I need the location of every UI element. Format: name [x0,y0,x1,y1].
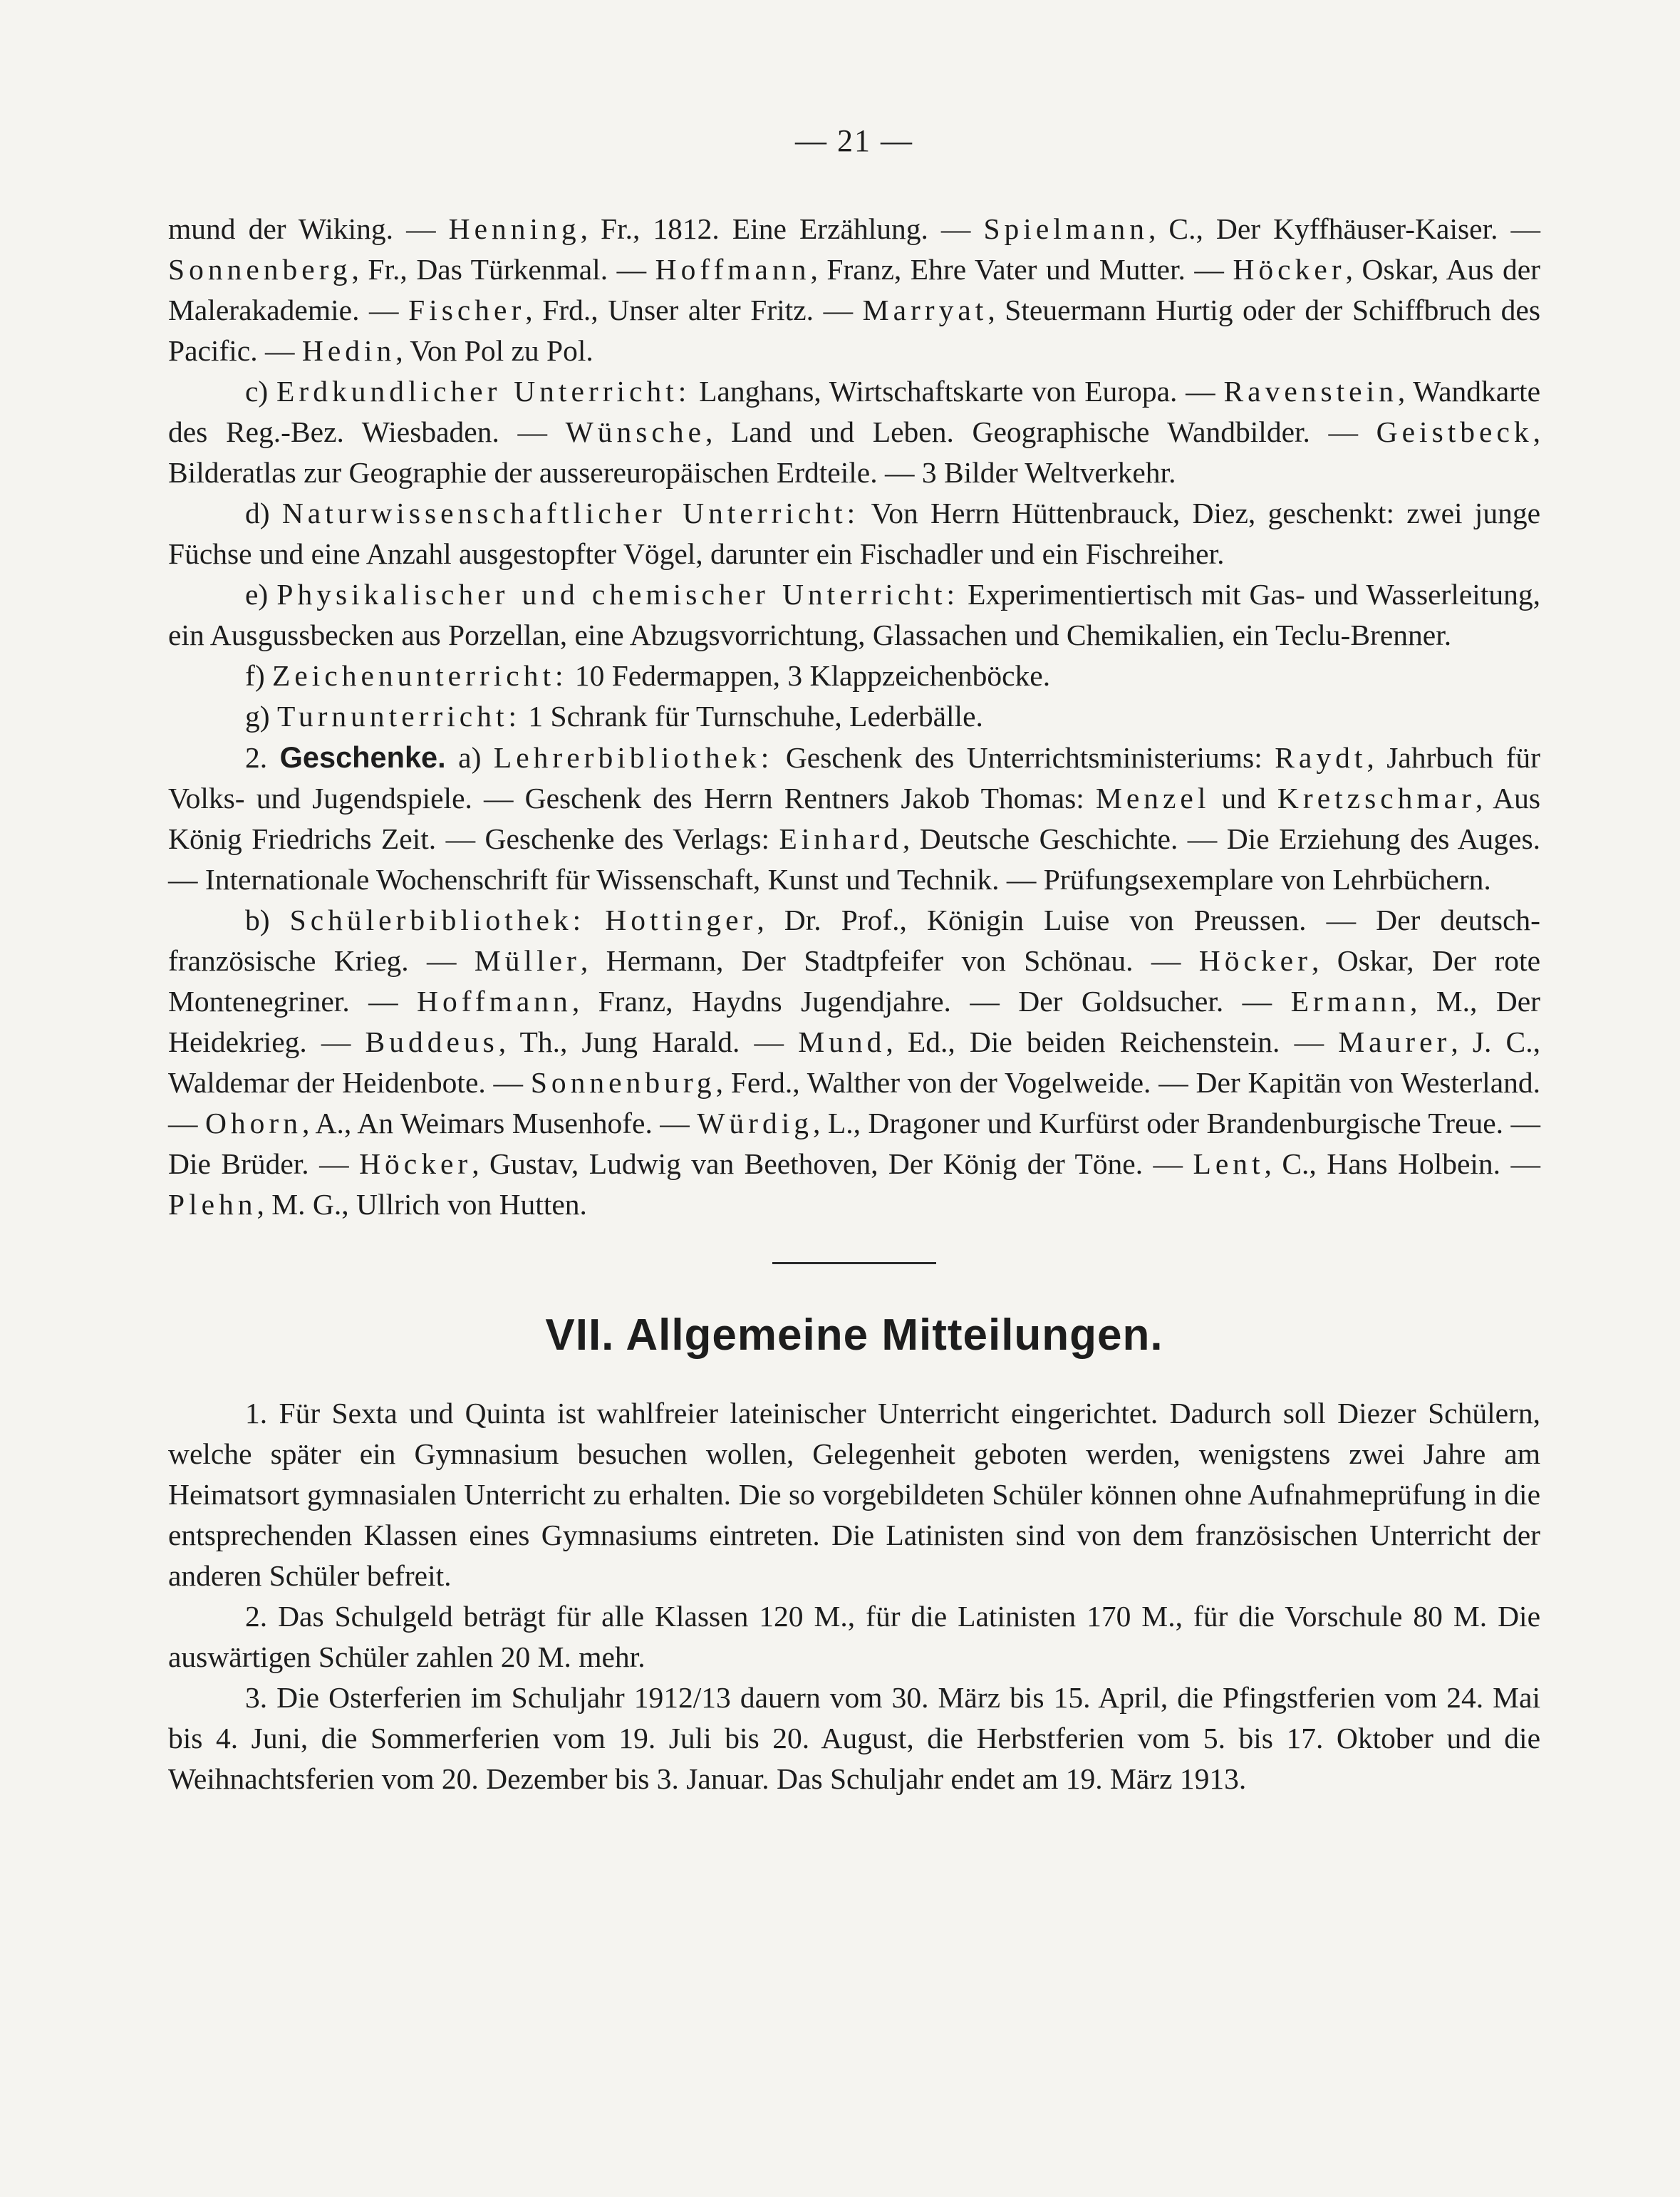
text-run: , Fr., Das Türkenmal. — [351,253,655,286]
author-name: Henning [448,212,581,245]
text-run: , Ed., Die beiden Reichenstein. — [886,1025,1339,1058]
text-run: , Steuermann Hurtig oder der Schiffbruch des Pacific. — [168,294,1541,367]
author-name: Spielmann [983,212,1148,245]
text-run: Geschenk des Unterrichtsministeriums: [773,741,1275,774]
author-name: Maurer [1338,1025,1451,1058]
author-name: Fischer [408,294,526,326]
notice-item: 1. Für Sexta und Quinta ist wahlfreier lateinischer Unterricht eingerichtet. Dadurch soll Diezer Schülern, welche später ein Gymnasium besuchen wollen, Gelegenheit geboten werden, wenigstens zwei Jahre am Heimatsort gymnasialen Unterricht zu erhalten. Die so vorgebildeten Schüler können ohne Aufnahmeprüfung in die entsprechenden Klassen eines Gymnasiums eintreten. Die Latinisten sind von dem französischen Unterricht der anderen Schüler befreit. [168,1397,1540,1592]
text-run: 10 Federmappen, 3 Klappzeichenböcke. [567,659,1051,692]
subject-heading: Physikalischer und chemischer Unterricht: [276,578,960,611]
text-run: , Deutsche Geschichte. — Die Erziehung des Auges. — Internationale Wochenschrift für Wissenschaft, Kunst und Technik. — Prüfungsexemplare von Lehrbüchern. [168,822,1540,896]
subject-heading: Lehrerbibliothek: [493,741,774,774]
text-run: , Gustav, Ludwig van Beethoven, Der König der Töne. — [472,1147,1193,1180]
paragraph-continuation [168,209,1540,371]
paragraph-geography [168,371,1540,493]
text-run: , Th., Jung Harald. — [498,1025,799,1058]
paragraph-student-library [168,900,1540,1225]
notice-item: 3. Die Osterferien im Schuljahr 1912/13 dauern vom 30. März bis 15. April, die Pfingstferien vom 24. Mai bis 4. Juni, die Sommerferien vom 19. Juli bis 20. August, die Herbstferien vom 5. bis 17. Oktober und die Weihnachtsferien vom 20. Dezember bis 3. Januar. Das Schuljahr endet am 19. März 1913. [168,1681,1540,1795]
author-name: Hottinger [605,904,757,936]
text-run: , Von Pol zu Pol. [395,334,593,367]
item-label: e) [245,578,277,611]
author-name: Höcker [1233,253,1346,286]
text-run: , Oskar, Aus der Malerakademie. — [168,253,1540,326]
author-name: Geistbeck [1376,415,1533,448]
author-name: Sonnenberg [168,253,352,286]
item-number: 2. [245,741,280,774]
text-run: , M. G., Ullrich von Hutten. [256,1188,587,1221]
text-run: , C., Der Kyffhäuser-Kaiser. — [1148,212,1540,245]
subject-heading: Turnunterricht: [276,700,522,733]
item-label: b) [245,904,290,936]
text-run: , Land und Leben. Geographische Wandbilder. — [705,415,1376,448]
paragraph-gymnastics [168,696,1540,737]
item-label: f) [245,659,273,692]
author-name: Wünsche [565,415,706,448]
author-name: Mund [798,1025,886,1058]
paragraph-natural-science [168,493,1540,574]
author-name: Hoffmann [417,985,572,1018]
text-run: Von Herrn Hüttenbrauck, Diez, geschenkt: zwei junge Füchse und eine Anzahl ausgestopfter Vögel, darunter ein Fischadler und ein Fischreiher. [168,497,1541,570]
text-run: , L., Dragoner und Kurfürst oder Brandenburgische Treue. — Die Brüder. — [168,1107,1540,1180]
author-name: Raydt [1275,741,1367,774]
item-label: d) [245,497,282,529]
subject-heading: Erdkundlicher Unterricht: [276,375,691,408]
text-run [585,904,605,936]
text-run: , M., Der Heidekrieg. — [168,985,1540,1058]
page-number: — 21 — [795,123,913,158]
gifts-heading: Geschenke. [279,740,446,774]
author-name: Ermann [1290,985,1410,1018]
author-name: Ravenstein [1223,375,1398,408]
author-name: Sonnenburg [530,1066,716,1099]
text-run: mund der Wiking. — [168,212,449,245]
author-name: Würdig [697,1107,814,1139]
item-label: c) [245,375,277,408]
text-run: , Franz, Ehre Vater und Mutter. — [810,253,1233,286]
text-run: , Ferd., Walther von der Vogelweide. — Der Kapitän von Westerland. — [168,1066,1540,1139]
text-run: 1 Schrank für Turnschuhe, Lederbälle. [521,700,983,733]
text-run: , J. C., Waldemar der Heidenbote. — [168,1025,1540,1099]
author-name: Höcker [1198,944,1312,977]
text-run: , C., Hans Holbein. — [1264,1147,1540,1180]
notice-item: 2. Das Schulgeld beträgt für alle Klassen 120 M., für die Latinisten 170 M., für die Vorschule 80 M. Die auswärtigen Schüler zahlen 20 M. mehr. [168,1600,1540,1673]
item-label: a) [445,741,494,774]
paragraph-drawing [168,656,1540,696]
text-run: , Aus König Friedrichs Zeit. — Geschenke des Verlags: [168,782,1540,855]
text-run: und [1210,782,1277,815]
subject-heading: Naturwissenschaftlicher Unterricht: [281,497,860,529]
text-run: , Frd., Unser alter Fritz. — [525,294,863,326]
text-run: , Bilderatlas zur Geographie der aussereuropäischen Erdteile. — 3 Bilder Weltverkehr. [168,415,1540,489]
paragraph-physics-chemistry [168,574,1540,656]
author-name: Kretzschmar [1277,782,1476,815]
paragraph-gifts [168,737,1540,900]
text-run: , Oskar, Der rote Montenegriner. — [168,944,1540,1018]
text-run: , Hermann, Der Stadtpfeifer von Schönau. — [580,944,1199,977]
text-run: , Franz, Haydns Jugendjahre. — Der Goldsucher. — [571,985,1291,1018]
text-run: Experimentiertisch mit Gas- und Wasserleitung, ein Ausgussbecken aus Porzellan, eine Abzugsvorrichtung, Glassachen und Chemikalien, ein Teclu-Brenner. [168,578,1540,651]
section-divider [772,1262,936,1264]
section-title: VII. Allgemeine Mitteilungen. [545,1311,1163,1360]
author-name: Einhard [779,822,903,855]
text-run: Langhans, Wirtschaftskarte von Europa. — [690,375,1224,408]
author-name: Hoffmann [655,253,811,286]
author-name: Hedin [301,334,396,367]
text-run: , Wandkarte des Reg.-Bez. Wiesbaden. — [168,375,1540,448]
author-name: Buddeus [365,1025,499,1058]
author-name: Ohorn [204,1107,302,1139]
text-run: , Dr. Prof., Königin Luise von Preussen. — Der deutsch-französische Krieg. — [168,904,1540,977]
author-name: Höcker [359,1147,472,1180]
item-label: g) [245,700,277,733]
author-name: Menzel [1095,782,1210,815]
subject-heading: Zeichenunterricht: [272,659,568,692]
subject-heading: Schülerbibliothek: [289,904,586,936]
text-run: , Jahrbuch für Volks- und Jugendspiele. — Geschenk des Herrn Rentners Jakob Thomas: [168,741,1540,815]
author-name: Müller [474,944,581,977]
author-name: Plehn [168,1188,257,1221]
text-run: , A., An Weimars Musenhofe. — [302,1107,698,1139]
author-name: Marryat [862,294,988,326]
text-run: , Fr., 1812. Eine Erzählung. — [580,212,984,245]
author-name: Lent [1193,1147,1265,1180]
